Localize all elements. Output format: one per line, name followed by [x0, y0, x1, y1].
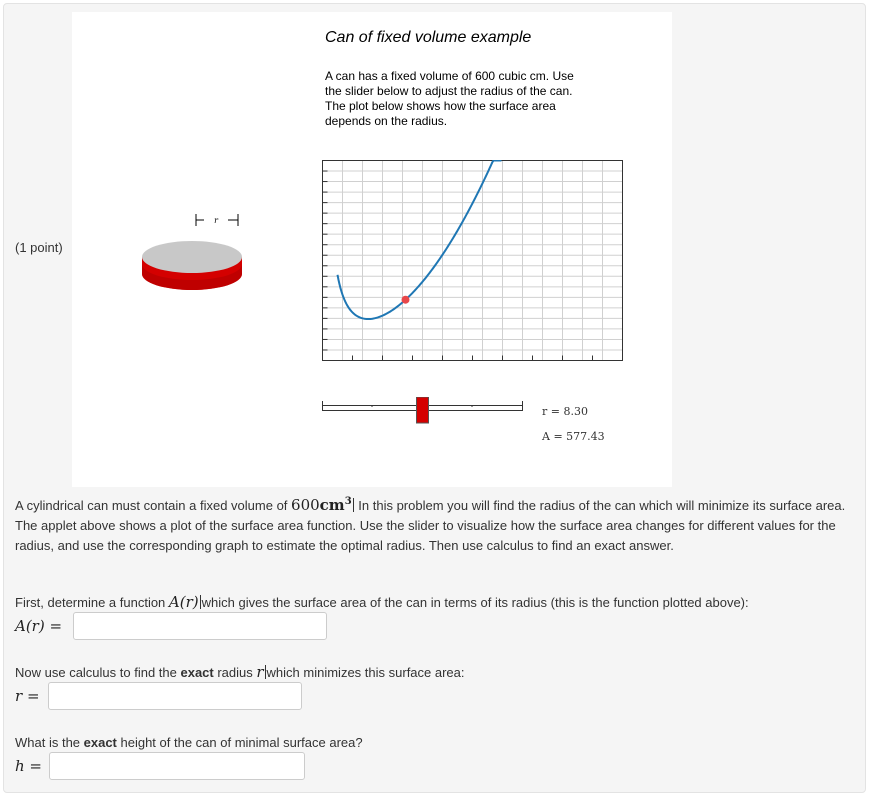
function-prompt: First, determine a function A(r) which gives the surface area of the can in terms of its radius (this is the function plotted above): [15, 593, 749, 611]
height-prompt: What is the exact height of the can of minimal surface area? [15, 735, 363, 750]
height-answer-input[interactable] [49, 752, 305, 780]
function-answer-input[interactable] [73, 612, 327, 640]
function-answer-label: A(r) = [15, 617, 63, 635]
applet-description: A can has a fixed volume of 600 cubic cm. Use the slider below to adjust the radius of the can. The plot below shows how the surface area depends on the radius. [325, 69, 574, 128]
applet-title: Can of fixed volume example [325, 29, 532, 46]
height-answer-label: h = [15, 757, 42, 775]
problem-statement: A cylindrical can must contain a fixed volume of $600cm^3$ In this problem you will find the radius of the can which will minimize its surface area. The applet above shows a plot of the surface area function. Use the slider to visualize how the surface area changes for different values for the radius, and use the corresponding graph to estimate the optimal radius. Then use calculus to find an exact answer. [15, 496, 846, 553]
current-radius-point [402, 296, 410, 304]
function-symbol: A(r) [168, 593, 199, 611]
can-illustration [142, 212, 322, 302]
can-top [142, 241, 242, 273]
problem-points: (1 point) [15, 240, 63, 255]
chart-frame [323, 161, 623, 361]
radius-answer-input[interactable] [48, 682, 302, 710]
radius-slider[interactable] [322, 397, 532, 427]
radius-readout: r = 8.30 [542, 405, 588, 418]
radius-indicator [196, 214, 238, 226]
applet [72, 12, 672, 487]
radius-label: r [214, 216, 218, 225]
radius-answer-label: r = [15, 687, 40, 705]
volume-value: $600cm^3$ [291, 496, 352, 514]
radius-prompt: Now use calculus to find the exact radius r which minimizes this surface area: [15, 663, 465, 681]
area-readout: A = 577.43 [542, 430, 605, 443]
slider-thumb[interactable] [417, 397, 429, 423]
chart-grid [323, 161, 623, 361]
surface-area-chart [322, 160, 624, 362]
